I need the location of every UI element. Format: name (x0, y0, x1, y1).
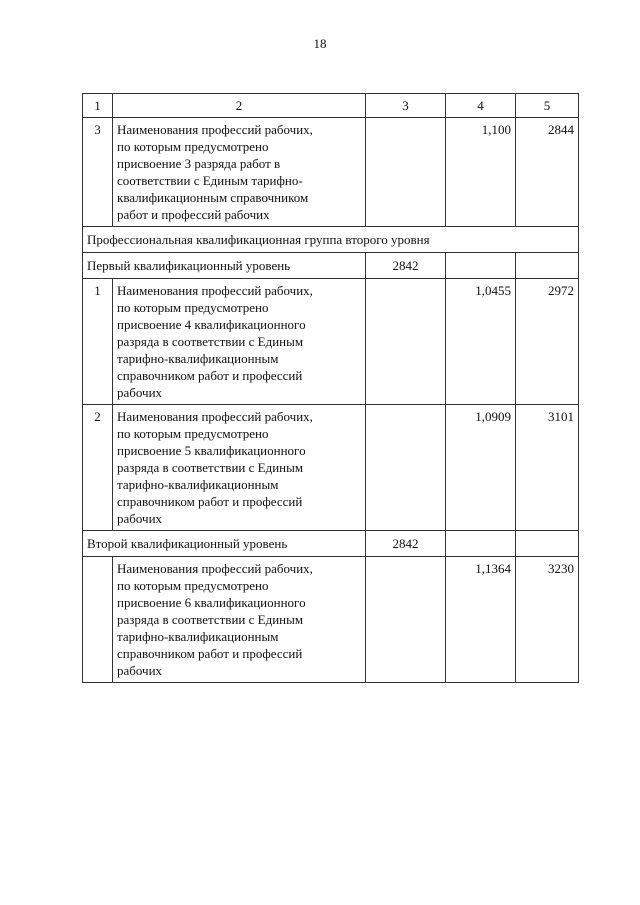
page-number: 18 (313, 36, 327, 51)
profession-description: Наименования профессий рабочих, по которым предусмотрено присвоение 3 разряда работ в соответствии с Единым тарифно- квалификационным справочником работ и профессий рабочих (113, 118, 366, 227)
qualification-group-title: Профессиональная квалификационная группа второго уровня (83, 227, 579, 253)
qualification-level-title: Второй квалификационный уровень (83, 531, 366, 557)
qualification-group-row (83, 227, 579, 253)
base-salary-cell: 2842 (366, 531, 446, 557)
header-cell-5: 5 (516, 94, 579, 118)
table-header-row (83, 94, 579, 118)
qualification-level-title: Первый квалификационный уровень (83, 253, 366, 279)
coefficient-cell: 1,0909 (446, 405, 516, 531)
salary-table (82, 93, 579, 683)
empty-cell (446, 531, 516, 557)
row-number: 2 (83, 405, 113, 531)
qualification-level-row (83, 253, 579, 279)
base-salary-cell (366, 118, 446, 227)
base-salary-cell (366, 557, 446, 683)
salary-cell: 2844 (516, 118, 579, 227)
profession-description: Наименования профессий рабочих, по которым предусмотрено присвоение 4 квалификационного разряда в соответствии с Единым тарифно-квалификационным справочником работ и профессий рабочих (113, 279, 366, 405)
profession-description: Наименования профессий рабочих, по которым предусмотрено присвоение 6 квалификационного разряда в соответствии с Единым тарифно-квалификационным справочником работ и профессий рабочих (113, 557, 366, 683)
base-salary-cell (366, 279, 446, 405)
table-row (83, 557, 579, 683)
salary-cell: 3101 (516, 405, 579, 531)
table-row (83, 279, 579, 405)
table-row (83, 405, 579, 531)
coefficient-cell: 1,0455 (446, 279, 516, 405)
table-row (83, 118, 579, 227)
header-cell-1: 1 (83, 94, 113, 118)
row-number: 1 (83, 279, 113, 405)
header-cell-2: 2 (113, 94, 366, 118)
salary-cell: 3230 (516, 557, 579, 683)
header-cell-4: 4 (446, 94, 516, 118)
coefficient-cell: 1,1364 (446, 557, 516, 683)
coefficient-cell: 1,100 (446, 118, 516, 227)
qualification-level-row (83, 531, 579, 557)
empty-cell (516, 531, 579, 557)
base-salary-cell: 2842 (366, 253, 446, 279)
base-salary-cell (366, 405, 446, 531)
profession-description: Наименования профессий рабочих, по которым предусмотрено присвоение 5 квалификационного разряда в соответствии с Единым тарифно-квалификационным справочником работ и профессий рабочих (113, 405, 366, 531)
header-cell-3: 3 (366, 94, 446, 118)
empty-cell (446, 253, 516, 279)
row-number (83, 557, 113, 683)
row-number: 3 (83, 118, 113, 227)
empty-cell (516, 253, 579, 279)
salary-cell: 2972 (516, 279, 579, 405)
